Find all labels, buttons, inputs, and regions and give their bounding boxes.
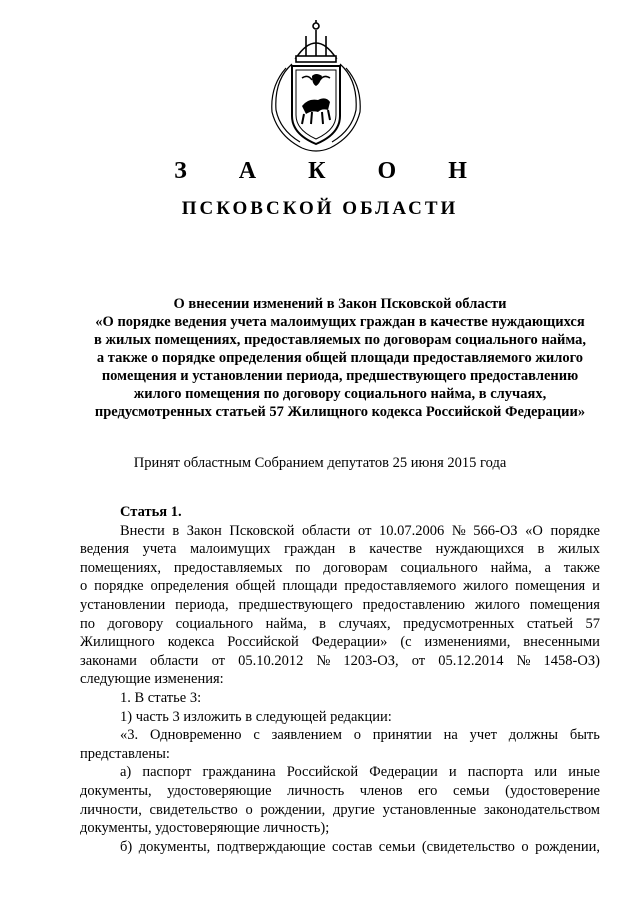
body-lines	[80, 522, 600, 857]
law-title: З А К О Н	[174, 158, 490, 184]
body-line: «3. Одновременно с заявлением о принятии на учет должны быть	[120, 727, 600, 744]
coat-of-arms-emblem	[256, 20, 376, 154]
law-heading	[70, 295, 610, 421]
body-line: Внести в Закон Псковской области от 10.07.2006 № 566-ОЗ «О порядке	[120, 522, 600, 539]
heading-line: предусмотренных статьей 57 Жилищного кодекса Российской Федерации»	[94, 404, 586, 420]
heading-line: «О порядке ведения учета малоимущих граждан в качестве нуждающихся	[95, 314, 585, 330]
body-line: документы, удостоверяющие личность);	[80, 820, 330, 837]
body-line: помещениях, предоставляемых по договорам социального найма, а также	[80, 559, 600, 576]
body-line: б) документы, подтверждающие состав семьи (свидетельство о рождении,	[120, 838, 600, 855]
law-subtitle: ПСКОВСКОЙ ОБЛАСТИ	[181, 198, 459, 219]
crown-icon	[296, 20, 336, 62]
body-line: законами области от 05.10.2012 № 1203-ОЗ, от 05.12.2014 № 1458-ОЗ)	[80, 652, 600, 669]
body-line: ведения учета малоимущих граждан в качестве нуждающихся в жилых	[80, 541, 600, 558]
body-line: Жилищного кодекса Российской Федерации» (с изменениями, внесенными	[80, 634, 600, 651]
body-line: представлены:	[80, 745, 170, 762]
article-title: Статья 1.	[120, 504, 182, 520]
heading-line: помещения и установлении периода, предшествующего предоставлению	[101, 368, 579, 384]
heading-line: жилого помещения по договору социального найма, в случаях,	[133, 386, 547, 402]
adoption-note: Принят областным Собранием депутатов 25 июня 2015 года	[133, 455, 507, 471]
heading-line: О внесении изменений в Закон Псковской области	[173, 296, 507, 312]
article-body	[80, 503, 600, 856]
body-line: документы, удостоверяющие личность членов его семьи (удостоверение	[80, 782, 600, 799]
body-line: 1. В статье 3:	[120, 689, 202, 706]
body-line: установлении периода, предшествующего предоставлению жилого помещения	[80, 596, 600, 613]
body-line: о порядке определения общей площади предоставляемого жилого помещения и	[80, 578, 600, 595]
heading-line: в жилых помещениях, предоставляемых по договорам социального найма,	[93, 332, 586, 348]
shield-icon	[292, 66, 340, 144]
body-line: следующие изменения:	[80, 671, 224, 688]
heading-line: а также о порядке определения общей площади предоставляемого жилого	[96, 350, 584, 366]
body-line: личности, свидетельство о рождении, другие установленные законодательством	[80, 801, 600, 818]
body-line: по договору социального найма, в случаях, предусмотренных статьей 57	[80, 615, 600, 632]
body-line: а) паспорт гражданина Российской Федерации и паспорта или иные	[120, 764, 600, 781]
body-line: 1) часть 3 изложить в следующей редакции:	[120, 708, 392, 725]
